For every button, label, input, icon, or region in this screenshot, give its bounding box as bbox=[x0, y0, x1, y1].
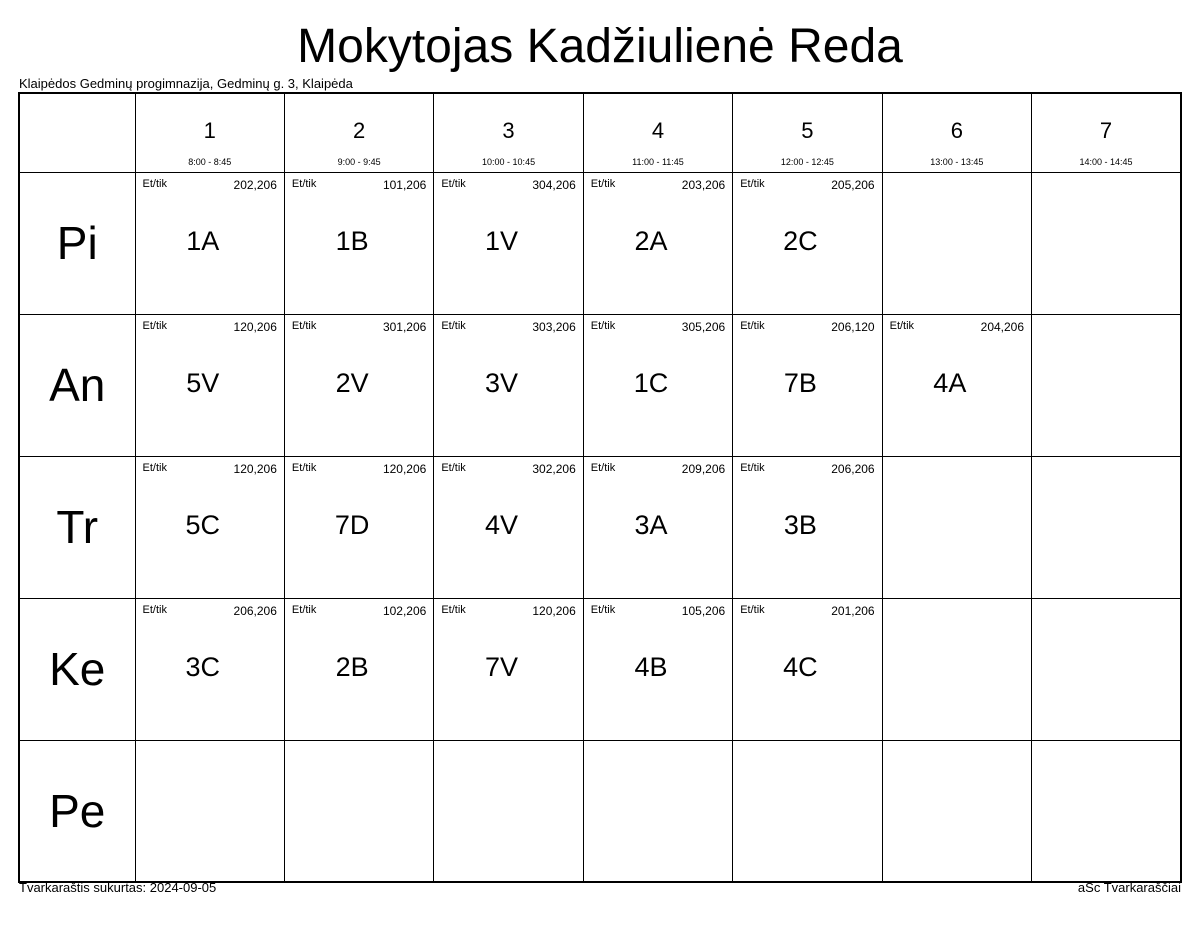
timetable-grid bbox=[18, 92, 1182, 883]
empty-cell bbox=[1032, 456, 1181, 598]
lesson-class: 1B bbox=[335, 225, 369, 256]
empty-cell bbox=[733, 740, 882, 882]
lesson-cell bbox=[284, 314, 433, 456]
day-header bbox=[19, 740, 135, 882]
period-number: 6 bbox=[950, 118, 963, 143]
day-name: Pe bbox=[49, 784, 106, 837]
lesson-rooms: 120,206 bbox=[233, 461, 277, 476]
lesson-class: 5V bbox=[186, 367, 220, 398]
lesson-subject: Et/tik bbox=[441, 603, 466, 616]
period-time: 8:00 - 8:45 bbox=[188, 157, 232, 167]
lesson-rooms: 205,206 bbox=[831, 177, 875, 192]
period-header-5 bbox=[733, 93, 882, 172]
lesson-subject: Et/tik bbox=[590, 177, 616, 190]
lesson-cell bbox=[733, 598, 882, 740]
lesson-subject: Et/tik bbox=[441, 319, 466, 332]
empty-cell bbox=[1032, 314, 1181, 456]
empty-cell bbox=[1032, 740, 1181, 882]
lesson-subject: Et/tik bbox=[740, 319, 765, 332]
lesson-subject: Et/tik bbox=[740, 461, 765, 474]
lesson-cell bbox=[135, 598, 284, 740]
lesson-subject: Et/tik bbox=[142, 603, 167, 616]
day-header bbox=[19, 172, 135, 314]
day-row bbox=[19, 314, 1181, 456]
lesson-rooms: 303,206 bbox=[532, 319, 576, 334]
lesson-rooms: 120,206 bbox=[233, 319, 277, 334]
period-number: 3 bbox=[502, 118, 515, 143]
lesson-subject: Et/tik bbox=[590, 319, 616, 332]
lesson-cell bbox=[284, 598, 433, 740]
day-row bbox=[19, 740, 1181, 882]
lesson-class: 3C bbox=[185, 651, 220, 682]
lesson-cell bbox=[434, 314, 583, 456]
lesson-rooms: 120,206 bbox=[532, 603, 576, 618]
school-address: Klaipėdos Gedminų progimnazija, Gedminų g. 3, Klaipėda bbox=[19, 76, 353, 91]
lesson-class: 2A bbox=[634, 225, 668, 256]
lesson-rooms: 101,206 bbox=[382, 177, 427, 192]
period-number: 4 bbox=[651, 118, 665, 143]
footer-brand: aSc Tvarkaraščiai bbox=[1077, 880, 1181, 895]
lesson-subject: Et/tik bbox=[142, 461, 167, 474]
lesson-rooms: 206,120 bbox=[831, 319, 875, 334]
period-time: 12:00 - 12:45 bbox=[780, 157, 834, 167]
lesson-cell bbox=[733, 172, 882, 314]
day-name: An bbox=[49, 359, 106, 411]
lesson-cell bbox=[583, 598, 732, 740]
lesson-cell bbox=[583, 172, 732, 314]
lesson-subject: Et/tik bbox=[291, 177, 317, 190]
lesson-subject: Et/tik bbox=[740, 603, 765, 616]
lesson-class: 7B bbox=[783, 367, 817, 398]
empty-cell bbox=[882, 172, 1031, 314]
empty-cell bbox=[434, 740, 583, 882]
lesson-class: 4V bbox=[485, 509, 519, 540]
lesson-class: 2V bbox=[335, 367, 369, 398]
lesson-subject: Et/tik bbox=[142, 177, 167, 190]
day-name: Ke bbox=[49, 643, 106, 695]
lesson-class: 1C bbox=[633, 367, 669, 398]
lesson-class: 5C bbox=[185, 509, 220, 540]
day-row bbox=[19, 598, 1181, 740]
period-header-4 bbox=[583, 93, 732, 172]
empty-cell bbox=[1032, 172, 1181, 314]
lesson-class: 7V bbox=[485, 651, 519, 682]
empty-cell bbox=[284, 740, 433, 882]
period-number: 5 bbox=[801, 118, 814, 143]
empty-cell bbox=[882, 598, 1031, 740]
day-header bbox=[19, 456, 135, 598]
lesson-subject: Et/tik bbox=[590, 603, 616, 616]
period-time: 11:00 - 11:45 bbox=[632, 157, 684, 167]
period-header-3 bbox=[434, 93, 583, 172]
lesson-rooms: 301,206 bbox=[382, 319, 427, 334]
empty-cell bbox=[882, 740, 1031, 882]
lesson-cell bbox=[434, 598, 583, 740]
lesson-class: 4C bbox=[783, 651, 818, 682]
period-time: 9:00 - 9:45 bbox=[337, 157, 381, 167]
lesson-subject: Et/tik bbox=[291, 319, 317, 332]
lesson-class: 1V bbox=[485, 225, 519, 256]
lesson-rooms: 203,206 bbox=[681, 177, 726, 192]
lesson-rooms: 304,206 bbox=[532, 177, 576, 192]
lesson-class: 7D bbox=[334, 509, 370, 540]
day-header bbox=[19, 598, 135, 740]
lesson-cell bbox=[434, 172, 583, 314]
lesson-rooms: 206,206 bbox=[831, 461, 875, 476]
period-time: 14:00 - 14:45 bbox=[1079, 157, 1133, 167]
lesson-cell bbox=[583, 314, 732, 456]
lesson-cell bbox=[583, 456, 732, 598]
lesson-cell bbox=[284, 456, 433, 598]
lesson-cell bbox=[135, 172, 284, 314]
period-header-7 bbox=[1032, 93, 1181, 172]
lesson-class: 2B bbox=[335, 651, 369, 682]
day-row bbox=[19, 456, 1181, 598]
period-number: 7 bbox=[1099, 118, 1113, 143]
period-header-row bbox=[19, 93, 1181, 172]
lesson-cell bbox=[135, 456, 284, 598]
day-header bbox=[19, 314, 135, 456]
empty-cell bbox=[583, 740, 732, 882]
lesson-subject: Et/tik bbox=[441, 177, 466, 190]
lesson-rooms: 302,206 bbox=[532, 461, 576, 476]
lesson-cell bbox=[284, 172, 433, 314]
lesson-rooms: 202,206 bbox=[233, 177, 277, 192]
lesson-cell bbox=[135, 314, 284, 456]
lesson-class: 4A bbox=[933, 367, 967, 398]
empty-cell bbox=[135, 740, 284, 882]
lesson-rooms: 102,206 bbox=[382, 603, 427, 618]
day-name: Tr bbox=[56, 501, 99, 553]
empty-cell bbox=[1032, 598, 1181, 740]
corner-cell bbox=[19, 93, 135, 172]
lesson-cell bbox=[733, 314, 882, 456]
period-number: 2 bbox=[353, 118, 366, 143]
lesson-cell bbox=[733, 456, 882, 598]
lesson-class: 4B bbox=[634, 651, 668, 682]
lesson-rooms: 209,206 bbox=[681, 461, 726, 476]
lesson-class: 3A bbox=[634, 509, 668, 540]
lesson-class: 2C bbox=[783, 225, 818, 256]
period-header-2 bbox=[284, 93, 433, 172]
lesson-class: 1A bbox=[186, 225, 220, 256]
lesson-subject: Et/tik bbox=[740, 177, 765, 190]
lesson-rooms: 206,206 bbox=[233, 603, 277, 618]
lesson-class: 3B bbox=[783, 509, 817, 540]
lesson-subject: Et/tik bbox=[441, 461, 466, 474]
period-time: 10:00 - 10:45 bbox=[482, 157, 536, 167]
lesson-cell bbox=[434, 456, 583, 598]
footer-created-date: Tvarkaraštis sukurtas: 2024-09-05 bbox=[19, 880, 217, 895]
lesson-rooms: 120,206 bbox=[382, 461, 427, 476]
lesson-rooms: 204,206 bbox=[980, 319, 1025, 334]
lesson-subject: Et/tik bbox=[889, 319, 915, 332]
period-header-1 bbox=[135, 93, 284, 172]
period-header-6 bbox=[882, 93, 1031, 172]
day-name: Pi bbox=[56, 217, 98, 269]
lesson-class: 3V bbox=[485, 367, 519, 398]
lesson-subject: Et/tik bbox=[142, 319, 167, 332]
lesson-subject: Et/tik bbox=[291, 461, 317, 474]
lesson-rooms: 105,206 bbox=[681, 603, 726, 618]
lesson-subject: Et/tik bbox=[590, 461, 616, 474]
empty-cell bbox=[882, 456, 1031, 598]
lesson-rooms: 305,206 bbox=[681, 319, 726, 334]
period-number: 1 bbox=[203, 118, 216, 143]
lesson-cell bbox=[882, 314, 1031, 456]
period-time: 13:00 - 13:45 bbox=[930, 157, 984, 167]
lesson-rooms: 201,206 bbox=[831, 603, 875, 618]
lesson-subject: Et/tik bbox=[291, 603, 317, 616]
page-title: Mokytojas Kadžiulienė Reda bbox=[297, 20, 903, 73]
day-row bbox=[19, 172, 1181, 314]
